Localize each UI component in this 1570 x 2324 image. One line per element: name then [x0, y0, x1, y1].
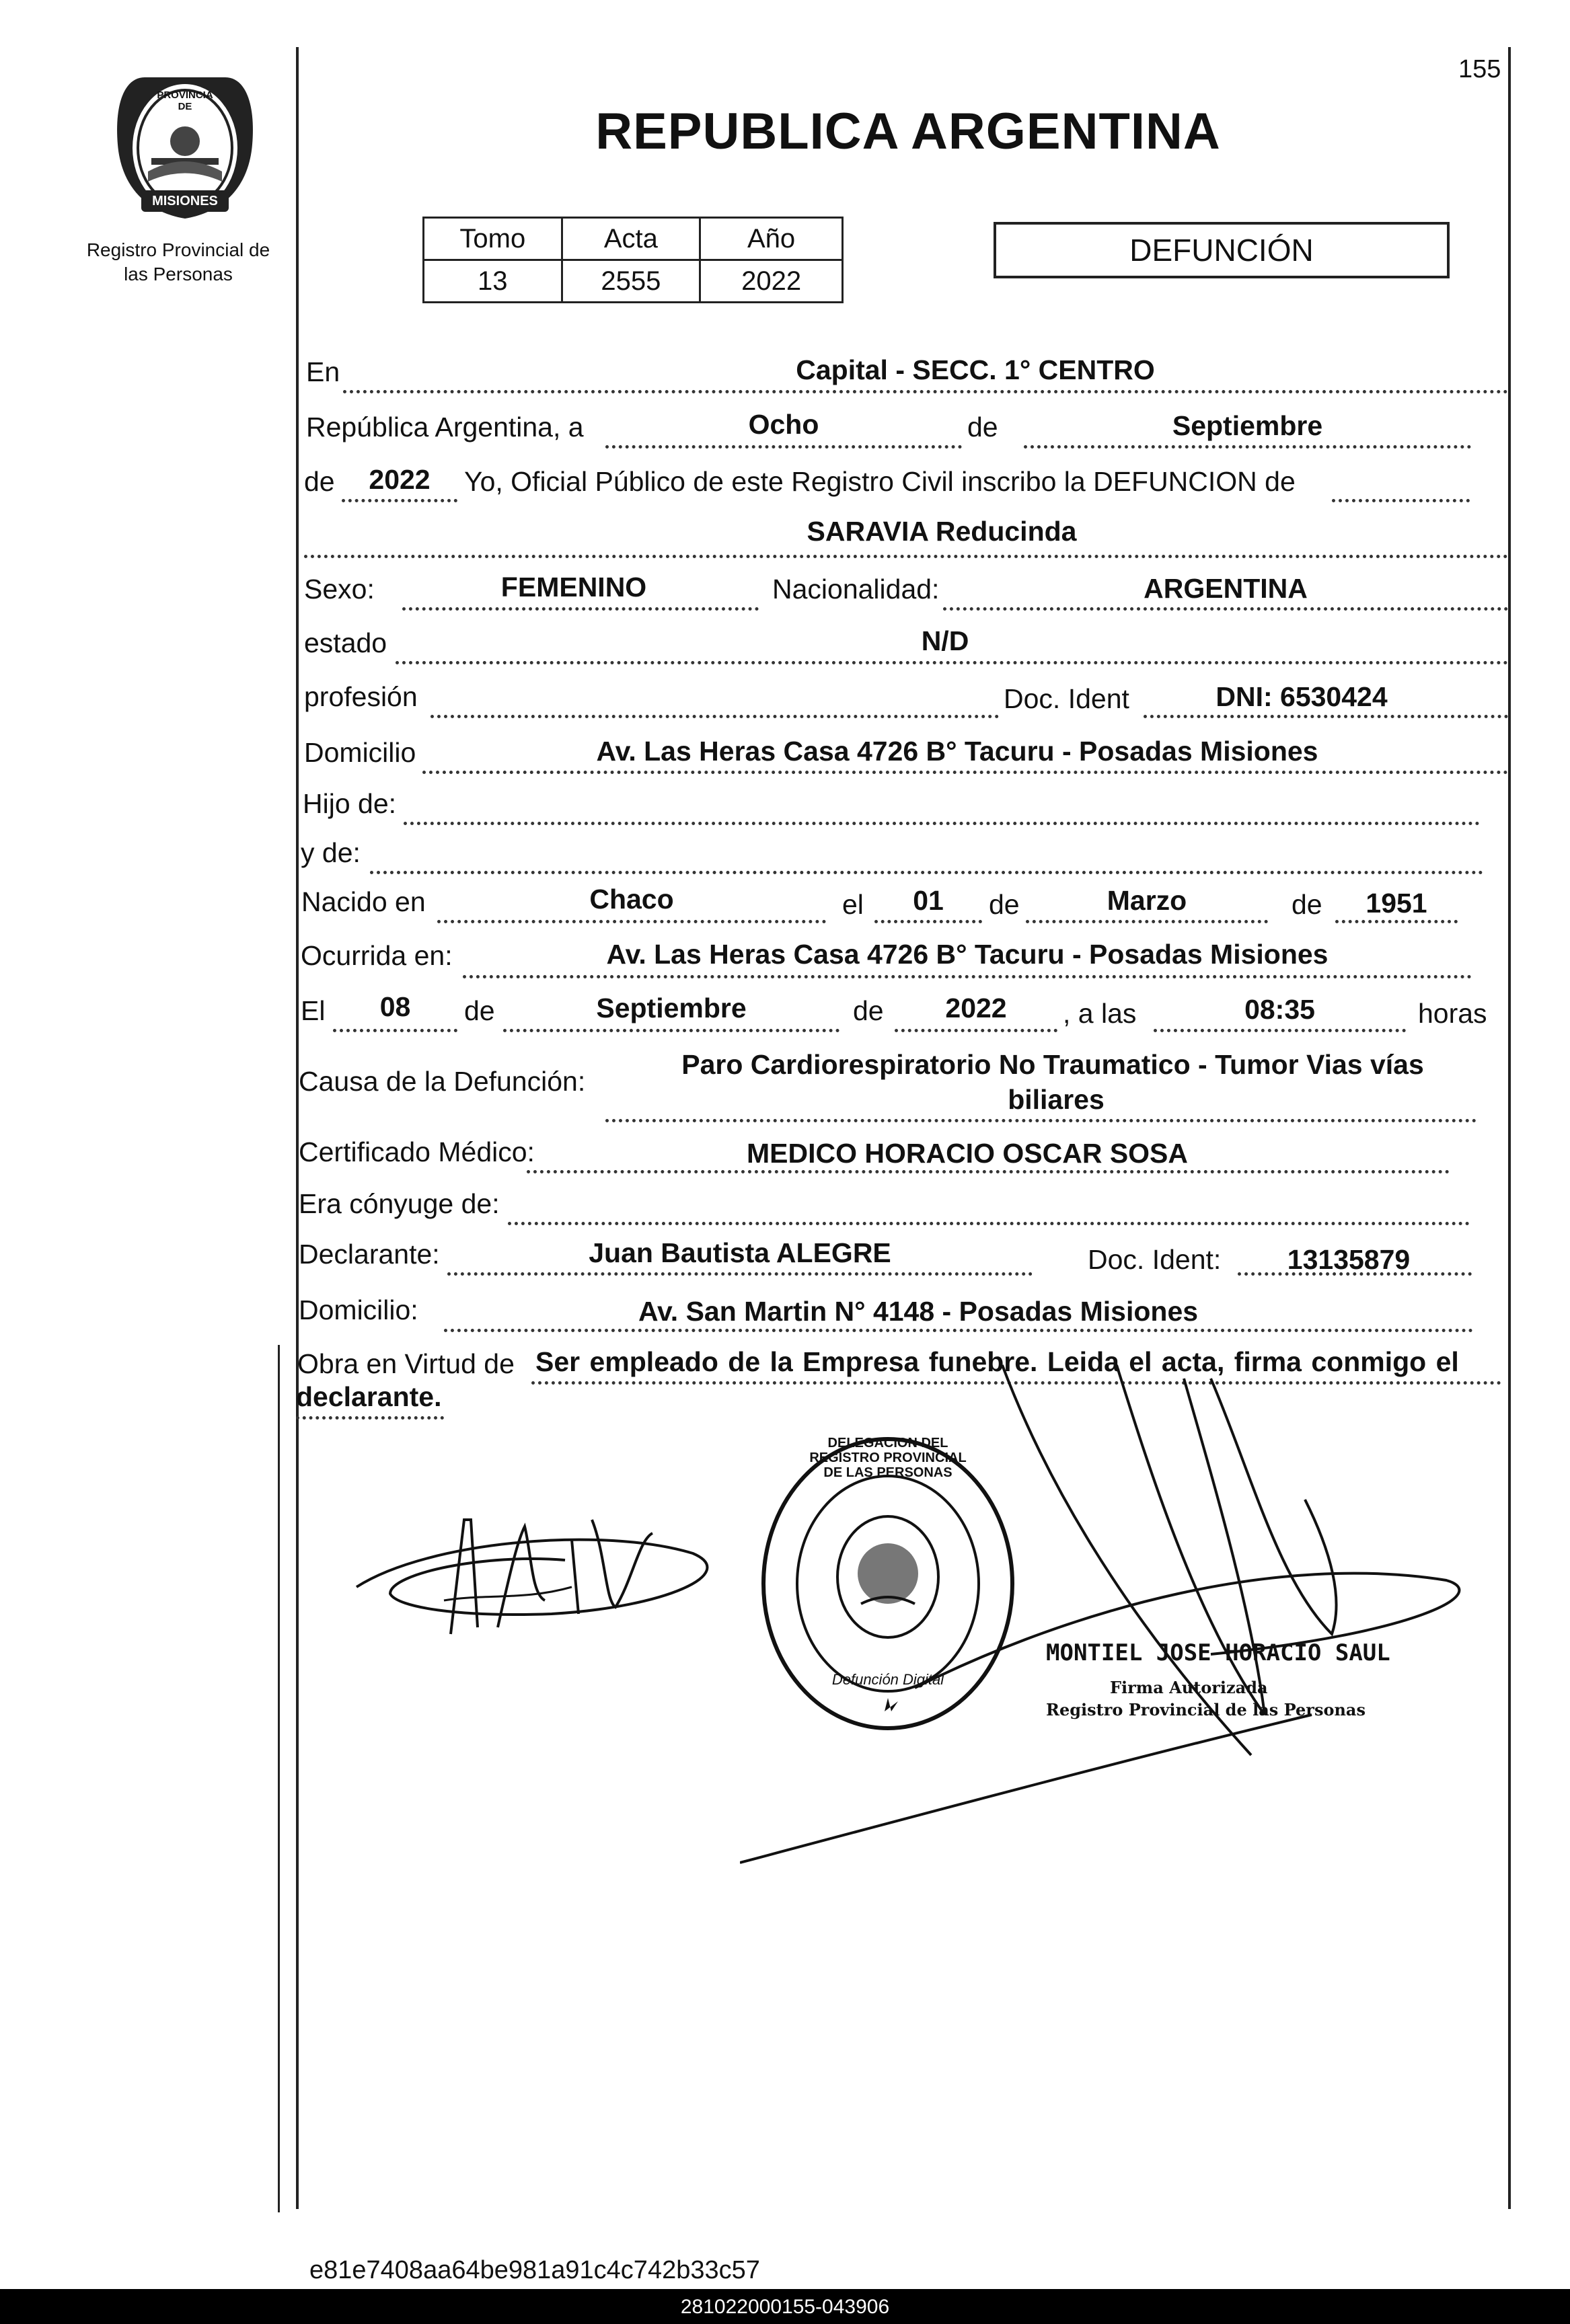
declarant-signature	[350, 1500, 726, 1654]
doc-ident2-label: Doc. Ident:	[1088, 1244, 1222, 1275]
ocurrida-dotted-line	[463, 975, 1472, 978]
estado-value: N/D	[921, 625, 969, 656]
de3-label: de	[989, 889, 1020, 920]
document-hash: e81e7408aa64be981a91c4c742b33c57	[309, 2256, 760, 2284]
obra-value-line1: Ser empleado de la Empresa funebre. Leida el acta, firma conmigo el	[535, 1346, 1459, 1377]
certificado-label: Certificado Médico:	[299, 1136, 535, 1167]
birth-month-dotted-line	[1026, 920, 1268, 923]
seal-lettering-outer: DELEGACION DEL REGISTRO PROVINCIAL DE LAS PERSONAS	[809, 1436, 967, 1480]
death-year-value: 2022	[945, 993, 1007, 1023]
footer-bar	[0, 2289, 1570, 2324]
table-header-tomo: Tomo	[424, 218, 562, 260]
right-border-line	[1508, 47, 1511, 2209]
domicilio2-value: Av. San Martin N° 4148 - Posadas Misiones	[638, 1296, 1199, 1327]
causa-dotted-line	[605, 1119, 1476, 1122]
table-header-anio: Año	[700, 218, 843, 260]
logo-lettering-top: PROVINCIA DE	[157, 89, 213, 112]
month-dotted-line	[1024, 445, 1471, 449]
nacionalidad-dotted-line	[943, 607, 1508, 611]
doc-ident-label: Doc. Ident	[1004, 683, 1129, 714]
alas-label: , a las	[1063, 998, 1137, 1029]
nacionalidad-value: ARGENTINA	[1144, 573, 1308, 604]
el2-label: El	[301, 995, 326, 1026]
month-value: Septiembre	[1172, 410, 1323, 441]
domicilio-dotted-line	[422, 771, 1508, 774]
yde-label: y de:	[301, 837, 361, 868]
year-dotted-line	[342, 499, 457, 502]
declarante-label: Declarante:	[299, 1239, 440, 1270]
domicilio-label: Domicilio	[304, 737, 416, 768]
en-value: Capital - SECC. 1° CENTRO	[796, 354, 1155, 385]
statement-text: Yo, Oficial Público de este Registro Civil inscribo la DEFUNCION de	[464, 466, 1296, 497]
obra-value-line2: declarante.	[296, 1381, 442, 1412]
de5-label: de	[464, 995, 495, 1026]
ocurrida-value: Av. Las Heras Casa 4726 B° Tacuru - Posadas Misiones	[606, 939, 1329, 970]
officer-name-stamp: MONTIEL JOSE HORACIO SAUL	[1046, 1639, 1390, 1666]
left-border-line-2	[278, 1345, 280, 2212]
conyuge-label: Era cónyuge de:	[299, 1188, 500, 1219]
doc-ident-dotted-line	[1144, 715, 1508, 718]
yde-dotted-line	[370, 871, 1483, 874]
birth-day-dotted-line	[874, 920, 982, 923]
day-word-value: Ocho	[748, 409, 819, 440]
misiones-coat-of-arms-logo	[104, 64, 266, 225]
causa-label: Causa de la Defunción:	[299, 1066, 586, 1097]
death-time-value: 08:35	[1244, 994, 1315, 1025]
left-border-line	[296, 47, 299, 2209]
obra-line2-dotted-line	[296, 1416, 444, 1420]
certificado-dotted-line	[527, 1170, 1450, 1173]
hijo-dotted-line	[404, 822, 1480, 825]
profesion-label: profesión	[304, 681, 418, 712]
record-type-box: DEFUNCIÓN	[994, 222, 1450, 278]
table-value-anio: 2022	[700, 260, 843, 303]
domicilio-value: Av. Las Heras Casa 4726 B° Tacuru - Posadas Misiones	[596, 736, 1318, 767]
el-label: el	[842, 889, 864, 920]
birth-day-value: 01	[913, 885, 944, 916]
page-title: REPUBLICA ARGENTINA	[595, 103, 1221, 160]
sexo-value: FEMENINO	[500, 572, 647, 603]
table-header-acta: Acta	[562, 218, 700, 260]
record-table	[422, 217, 844, 303]
obra-label: Obra en Virtud de	[297, 1348, 515, 1379]
doc-ident-value: DNI: 6530424	[1216, 681, 1388, 712]
officer-authorized-line: Firma Autorizada	[1110, 1678, 1268, 1697]
seal-lettering-inner: Defunción Digital	[831, 1671, 944, 1688]
nacido-place-dotted-line	[437, 920, 826, 923]
logo-lettering-bottom: MISIONES	[152, 194, 218, 208]
table-value-tomo: 13	[424, 260, 562, 303]
nacionalidad-label: Nacionalidad:	[772, 574, 940, 605]
republica-label: República Argentina, a	[306, 412, 584, 442]
death-year-dotted-line	[895, 1029, 1057, 1032]
horas-label: horas	[1418, 998, 1487, 1029]
de6-label: de	[853, 995, 884, 1026]
birth-month-value: Marzo	[1107, 885, 1187, 916]
certificado-value: MEDICO HORACIO OSCAR SOSA	[746, 1138, 1189, 1169]
table-value-acta: 2555	[562, 260, 700, 303]
nacido-place-value: Chaco	[589, 884, 674, 915]
name-dotted-line	[304, 555, 1508, 558]
causa-line2: biliares	[1008, 1084, 1105, 1115]
death-day-value: 08	[379, 991, 411, 1022]
estado-label: estado	[304, 627, 387, 658]
death-month-value: Septiembre	[596, 993, 747, 1023]
conyuge-dotted-line	[508, 1222, 1470, 1225]
doc-ident2-value: 13135879	[1287, 1244, 1411, 1275]
death-month-dotted-line	[503, 1029, 839, 1032]
sexo-label: Sexo:	[304, 574, 375, 605]
ocurrida-label: Ocurrida en:	[301, 940, 453, 971]
page-number: 155	[1458, 55, 1501, 83]
nacido-label: Nacido en	[301, 886, 426, 917]
profesion-dotted-line	[431, 715, 999, 718]
officer-signature	[740, 1338, 1500, 1876]
statement-dotted-line	[1332, 499, 1470, 502]
sexo-dotted-line	[402, 607, 759, 611]
estado-dotted-line	[396, 661, 1508, 664]
death-day-dotted-line	[333, 1029, 457, 1032]
causa-line1: Paro Cardiorespiratorio No Traumatico - Tumor Vias vías	[681, 1049, 1424, 1080]
day-dotted-line	[605, 445, 962, 449]
domicilio2-label: Domicilio:	[299, 1294, 418, 1325]
de2-label: de	[304, 466, 335, 497]
en-dotted-line	[343, 390, 1508, 393]
domicilio2-dotted-line	[444, 1329, 1473, 1332]
de4-label: de	[1292, 889, 1322, 920]
birth-year-value: 1951	[1366, 888, 1427, 919]
year-value: 2022	[369, 464, 431, 495]
deceased-name-value: SARAVIA Reducinda	[807, 516, 1077, 547]
en-label: En	[306, 356, 340, 387]
officer-registry-line: Registro Provincial de las Personas	[1046, 1700, 1366, 1719]
de-label: de	[967, 412, 998, 442]
declarante-dotted-line	[447, 1272, 1033, 1276]
declarante-value: Juan Bautista ALEGRE	[589, 1237, 891, 1268]
death-time-dotted-line	[1154, 1029, 1406, 1032]
birth-year-dotted-line	[1335, 920, 1458, 923]
barcode-text: 281022000155-043906	[680, 2296, 890, 2318]
hijo-label: Hijo de:	[303, 788, 397, 819]
registry-name-line2: las Personas	[124, 264, 233, 284]
registry-name-line1: Registro Provincial de	[86, 239, 270, 260]
